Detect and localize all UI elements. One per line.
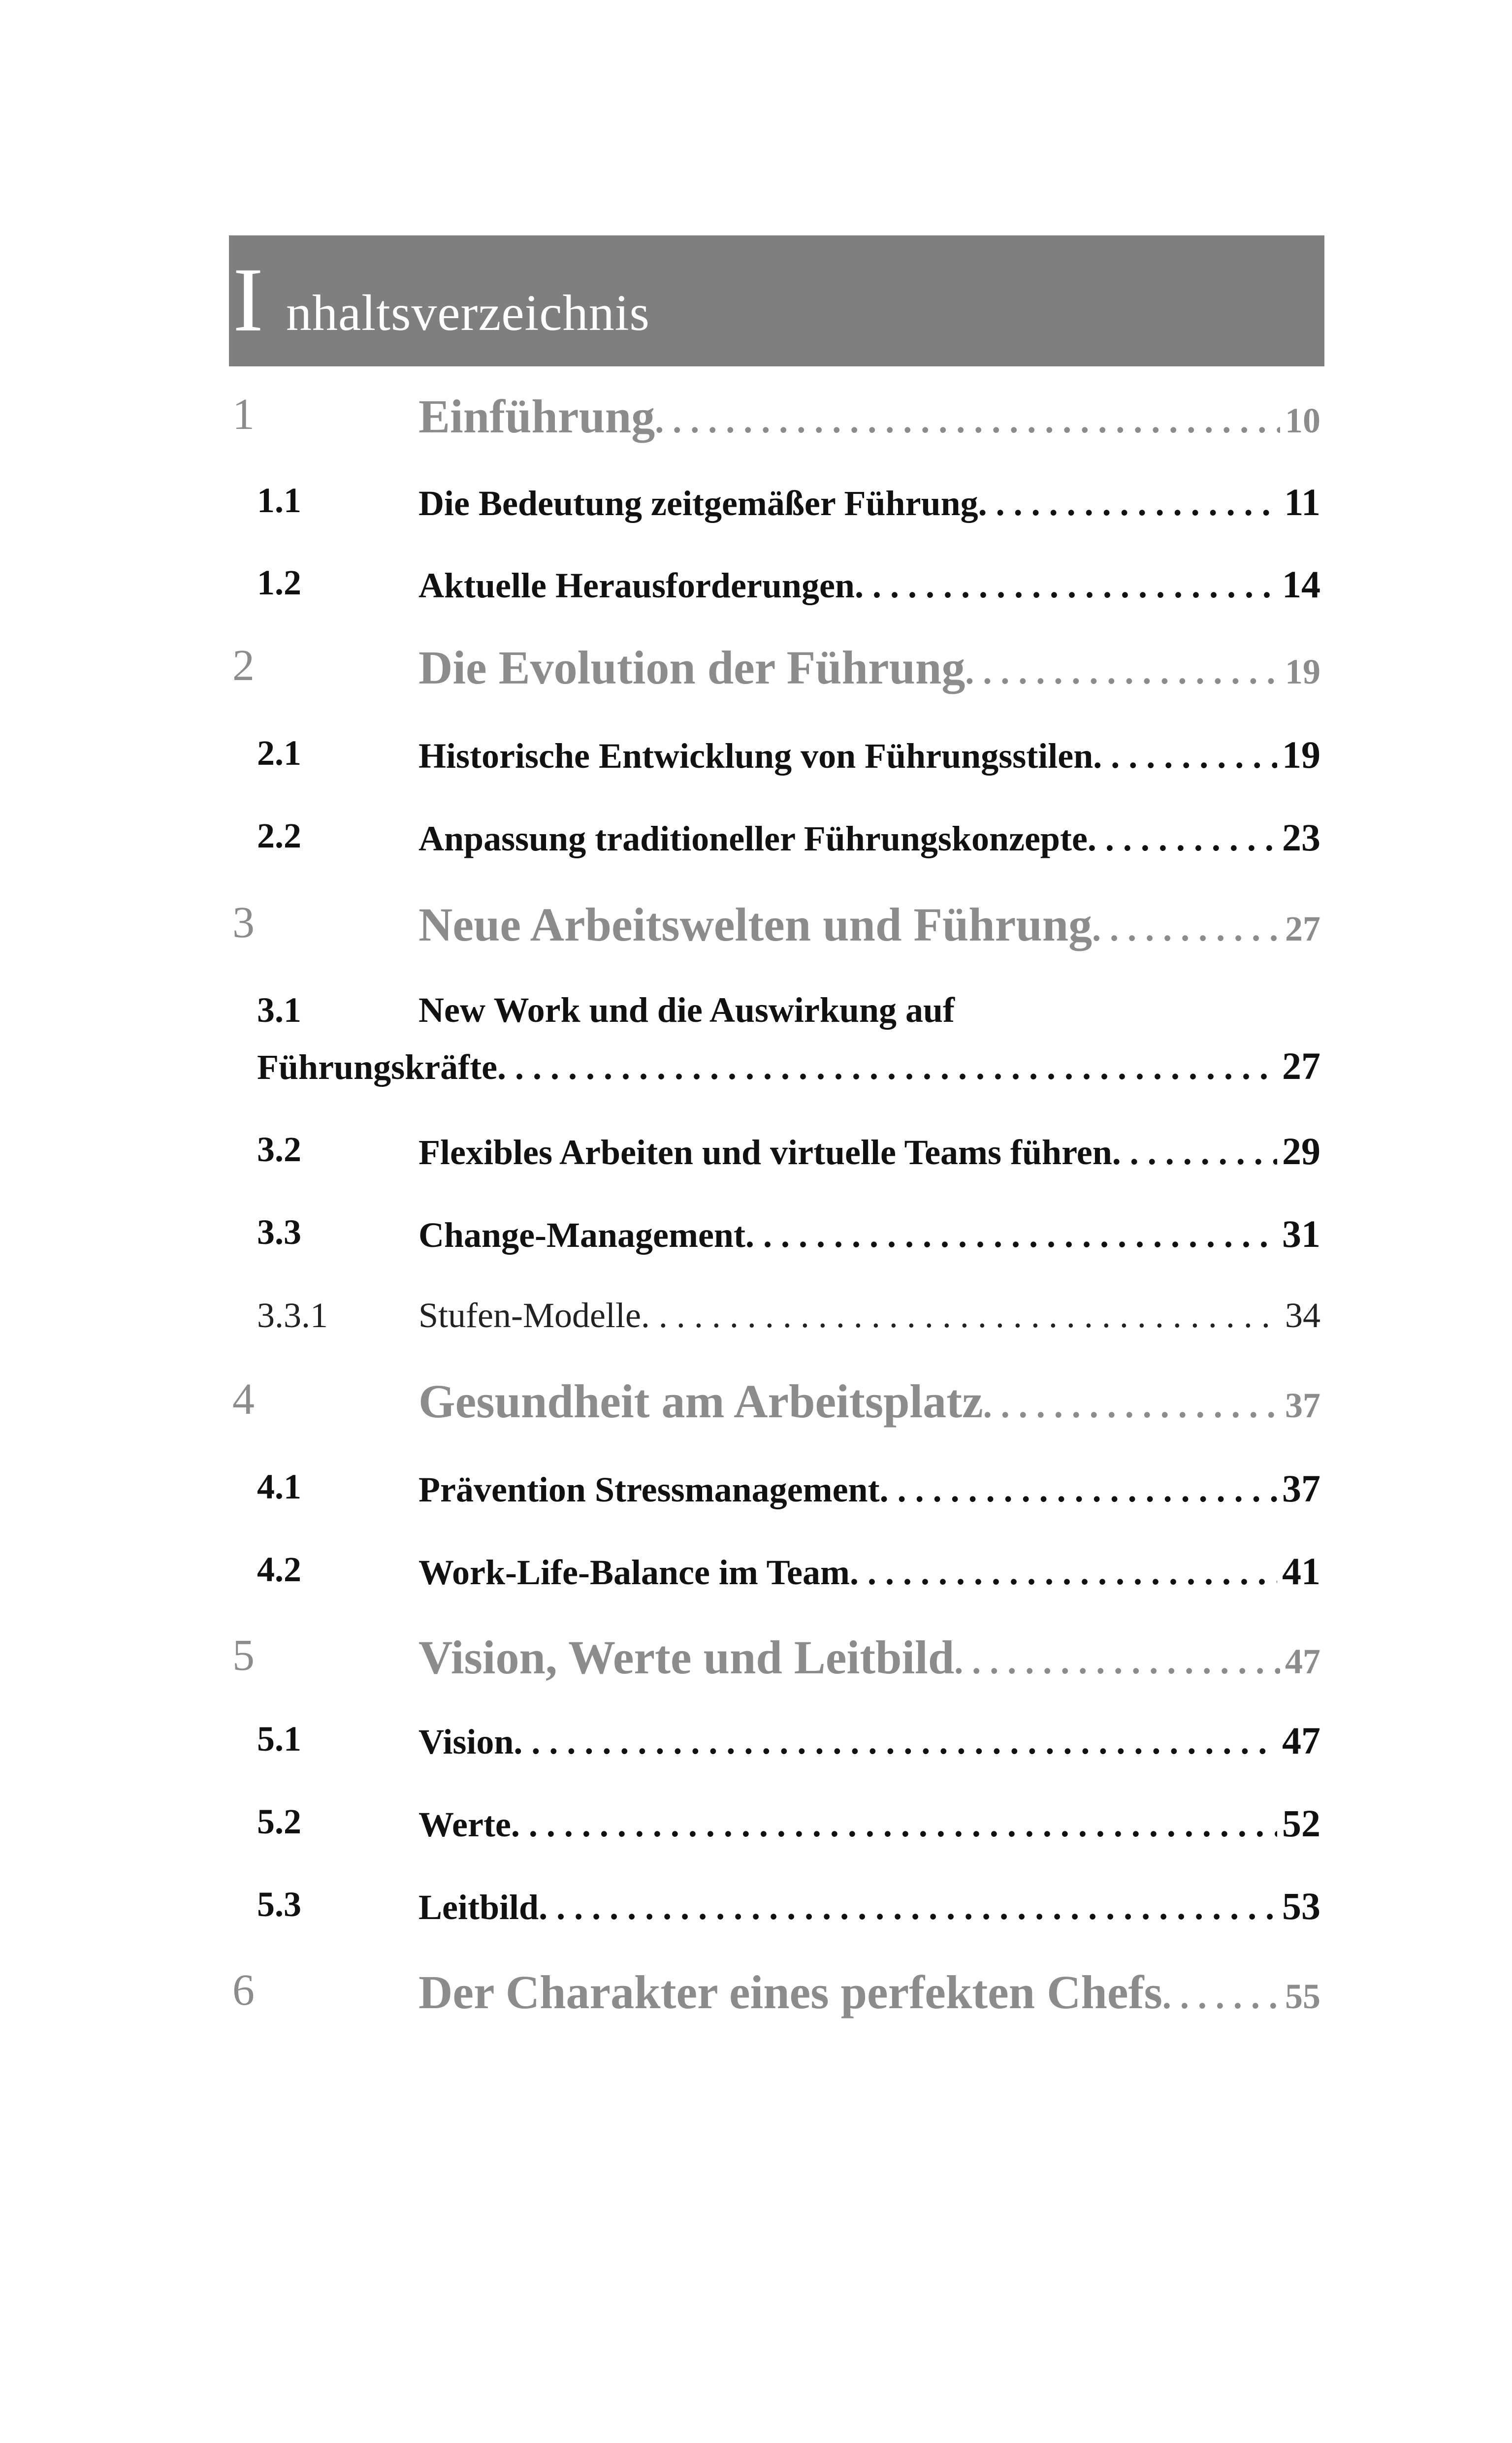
entry-title: Einführung xyxy=(418,390,655,443)
entry-number: 1.2 xyxy=(257,563,301,602)
entry-number: 2.1 xyxy=(257,733,301,773)
dot-leader xyxy=(1162,1976,1280,2017)
entry-page: 10 xyxy=(1285,401,1320,440)
entry-number: 3.3 xyxy=(257,1212,301,1252)
header-title: nhaltsverzeichnis xyxy=(286,285,650,341)
dot-leader xyxy=(965,651,1280,692)
entry-number: 3.3.1 xyxy=(257,1296,328,1335)
entry-number: 1.1 xyxy=(257,481,301,520)
entry-page: 27 xyxy=(1285,909,1320,948)
entry-title: Work-Life-Balance im Team xyxy=(418,1553,850,1592)
entry-number: 3.1 xyxy=(257,990,301,1030)
dot-leader xyxy=(539,1887,1277,1928)
entry-page: 47 xyxy=(1285,1642,1320,1681)
entry-title: Die Evolution der Führung xyxy=(418,641,965,694)
entry-number: 5 xyxy=(232,1631,255,1680)
entry-number: 5.1 xyxy=(257,1719,301,1759)
dot-leader xyxy=(1112,1132,1277,1173)
entry-number: 4.1 xyxy=(257,1467,301,1506)
entry-title-continued: Führungskräfte xyxy=(257,1047,498,1087)
dot-leader xyxy=(1092,909,1280,949)
entry-title: Neue Arbeitswelten und Führung xyxy=(418,898,1093,951)
dot-leader xyxy=(745,1215,1277,1256)
entry-page: 19 xyxy=(1282,733,1320,776)
dot-leader xyxy=(655,400,1280,441)
entry-page: 11 xyxy=(1284,481,1320,523)
entry-page: 34 xyxy=(1285,1296,1320,1335)
entry-page: 27 xyxy=(1282,1044,1320,1087)
header-initial: I xyxy=(233,249,263,351)
entry-number: 4.2 xyxy=(257,1550,301,1589)
entry-page: 37 xyxy=(1282,1467,1320,1510)
dot-leader xyxy=(978,483,1280,524)
entry-title: Werte xyxy=(418,1805,511,1844)
entry-title: Gesundheit am Arbeitsplatz xyxy=(418,1375,983,1428)
entry-title: Der Charakter eines perfekten Chefs xyxy=(418,1966,1162,2019)
entry-number: 1 xyxy=(232,390,255,439)
entry-title: Leitbild xyxy=(418,1888,539,1927)
dot-leader xyxy=(1093,736,1277,777)
entry-title: Historische Entwicklung von Führungsstilen xyxy=(418,736,1094,776)
entry-page: 52 xyxy=(1282,1802,1320,1845)
entry-title: Vision xyxy=(418,1722,514,1761)
entry-page: 19 xyxy=(1285,652,1320,691)
entry-number: 4 xyxy=(232,1375,255,1424)
toc-header-bar xyxy=(229,235,1324,366)
entry-title: Die Bedeutung zeitgemäßer Führung xyxy=(418,484,978,523)
entry-title: Change-Management xyxy=(418,1215,745,1255)
entry-page: 31 xyxy=(1282,1212,1320,1255)
dot-leader xyxy=(641,1295,1280,1336)
dot-leader xyxy=(983,1385,1280,1426)
dot-leader xyxy=(1088,818,1277,859)
entry-title: Vision, Werte und Leitbild xyxy=(418,1631,955,1684)
entry-title: Prävention Stressmanagement xyxy=(418,1470,880,1509)
entry-number: 5.2 xyxy=(257,1802,301,1841)
entry-title: New Work und die Auswirkung auf xyxy=(418,990,955,1030)
entry-title: Flexibles Arbeiten und virtuelle Teams führen xyxy=(418,1133,1112,1172)
entry-number: 5.3 xyxy=(257,1885,301,1924)
entry-page: 47 xyxy=(1282,1719,1320,1762)
entry-title: Aktuelle Herausforderungen xyxy=(418,566,855,605)
entry-page: 29 xyxy=(1282,1130,1320,1173)
entry-number: 3.2 xyxy=(257,1130,301,1169)
entry-number: 3 xyxy=(232,898,255,947)
entry-page: 53 xyxy=(1282,1885,1320,1927)
entry-page: 23 xyxy=(1282,816,1320,859)
dot-leader xyxy=(880,1469,1277,1510)
entry-page: 41 xyxy=(1282,1550,1320,1593)
dot-leader xyxy=(855,565,1277,606)
dot-leader xyxy=(497,1047,1277,1088)
entry-title: Anpassung traditioneller Führungskonzepte xyxy=(418,819,1088,858)
entry-number: 6 xyxy=(232,1966,255,2015)
entry-page: 14 xyxy=(1282,563,1320,606)
entry-page: 37 xyxy=(1285,1386,1320,1425)
dot-leader xyxy=(511,1804,1277,1845)
entry-number: 2.2 xyxy=(257,816,301,855)
dot-leader xyxy=(850,1552,1277,1593)
entry-page: 55 xyxy=(1285,1977,1320,2016)
dot-leader xyxy=(514,1722,1277,1762)
entry-title: Stufen-Modelle xyxy=(418,1296,641,1335)
entry-number: 2 xyxy=(232,641,255,690)
dot-leader xyxy=(954,1641,1280,1682)
